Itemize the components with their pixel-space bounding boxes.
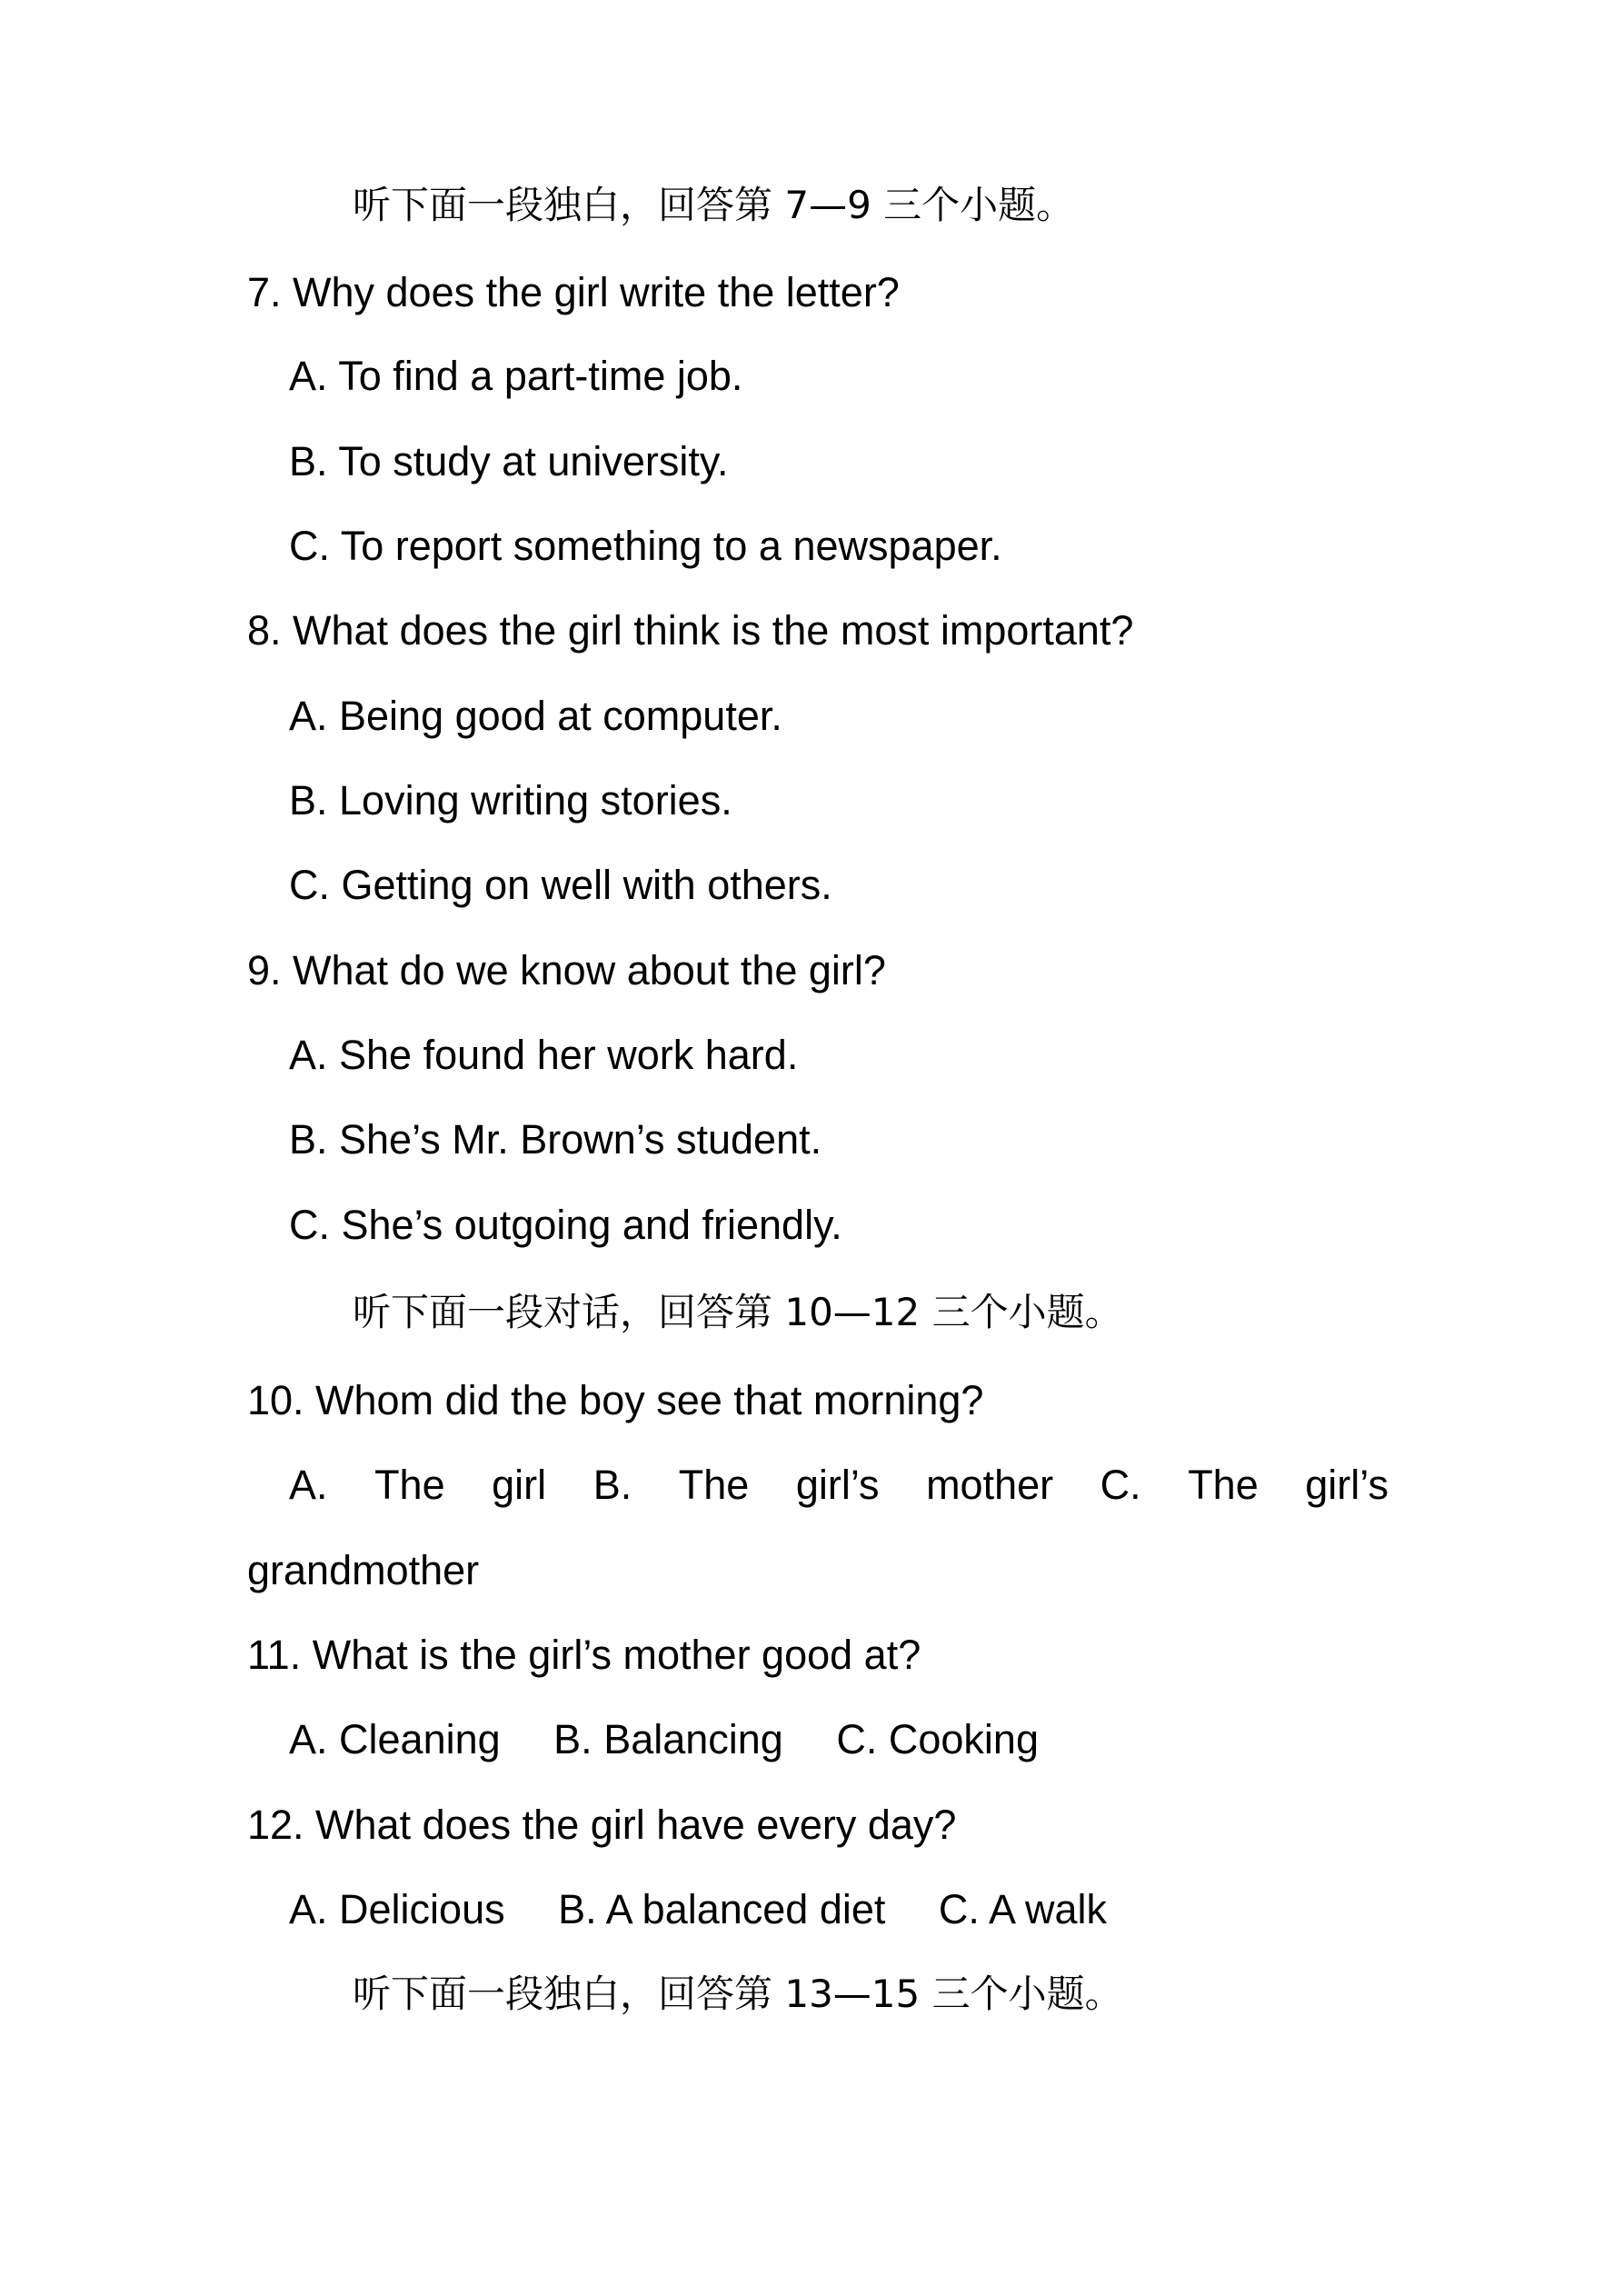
option-7c: C. To report something to a newspaper. (289, 523, 1002, 569)
option-8a: A. Being good at computer. (289, 693, 782, 739)
option-8b: B. Loving writing stories. (289, 777, 732, 824)
question-11: 11. What is the girl’s mother good at? (247, 1632, 921, 1678)
option-11c: C. Cooking (836, 1716, 1039, 1762)
question-12: 12. What does the girl have every day? (247, 1802, 957, 1848)
option-10-word: The (678, 1462, 750, 1508)
question-10: 10. Whom did the boy see that morning? (247, 1377, 984, 1423)
options-11 (289, 1712, 1389, 1767)
option-10-word: The (1188, 1462, 1259, 1508)
option-11b: B. Balancing (553, 1716, 783, 1762)
question-7: 7. Why does the girl write the letter? (247, 269, 900, 315)
section-heading-10-12: 听下面一段对话，回答第 10—12 三个小题。 (353, 1290, 1123, 1334)
option-9b: B. She’s Mr. Brown’s student. (289, 1116, 822, 1163)
option-8c: C. Getting on well with others. (289, 862, 832, 908)
options-12 (289, 1882, 1389, 1937)
option-10-word: A. (289, 1462, 328, 1508)
option-10-word: girl’s (1305, 1462, 1389, 1508)
option-12a: A. Delicious (289, 1886, 505, 1932)
option-10-word: The (374, 1462, 445, 1508)
option-7b: B. To study at university. (289, 438, 729, 484)
options-10 (289, 1458, 1389, 1512)
option-12b: B. A balanced diet (558, 1886, 886, 1932)
option-11a: A. Cleaning (289, 1716, 501, 1762)
option-7a: A. To find a part-time job. (289, 353, 743, 399)
option-12c: C. A walk (938, 1886, 1107, 1932)
option-10-word: girl (492, 1462, 547, 1508)
option-10-word: B. (592, 1462, 632, 1508)
question-9: 9. What do we know about the girl? (247, 947, 886, 993)
option-10-word: girl’s (795, 1462, 880, 1508)
option-10-word: C. (1100, 1462, 1141, 1508)
option-9a: A. She found her work hard. (289, 1032, 799, 1078)
option-10-continuation: grandmother (247, 1547, 480, 1593)
section-heading-13-15: 听下面一段独白，回答第 13—15 三个小题。 (353, 1972, 1123, 2016)
option-10-word: mother (926, 1462, 1054, 1508)
section-heading-7-9: 听下面一段独白，回答第 7—9 三个小题。 (353, 183, 1075, 227)
question-8: 8. What does the girl think is the most important? (247, 607, 1134, 654)
option-9c: C. She’s outgoing and friendly. (289, 1202, 842, 1248)
